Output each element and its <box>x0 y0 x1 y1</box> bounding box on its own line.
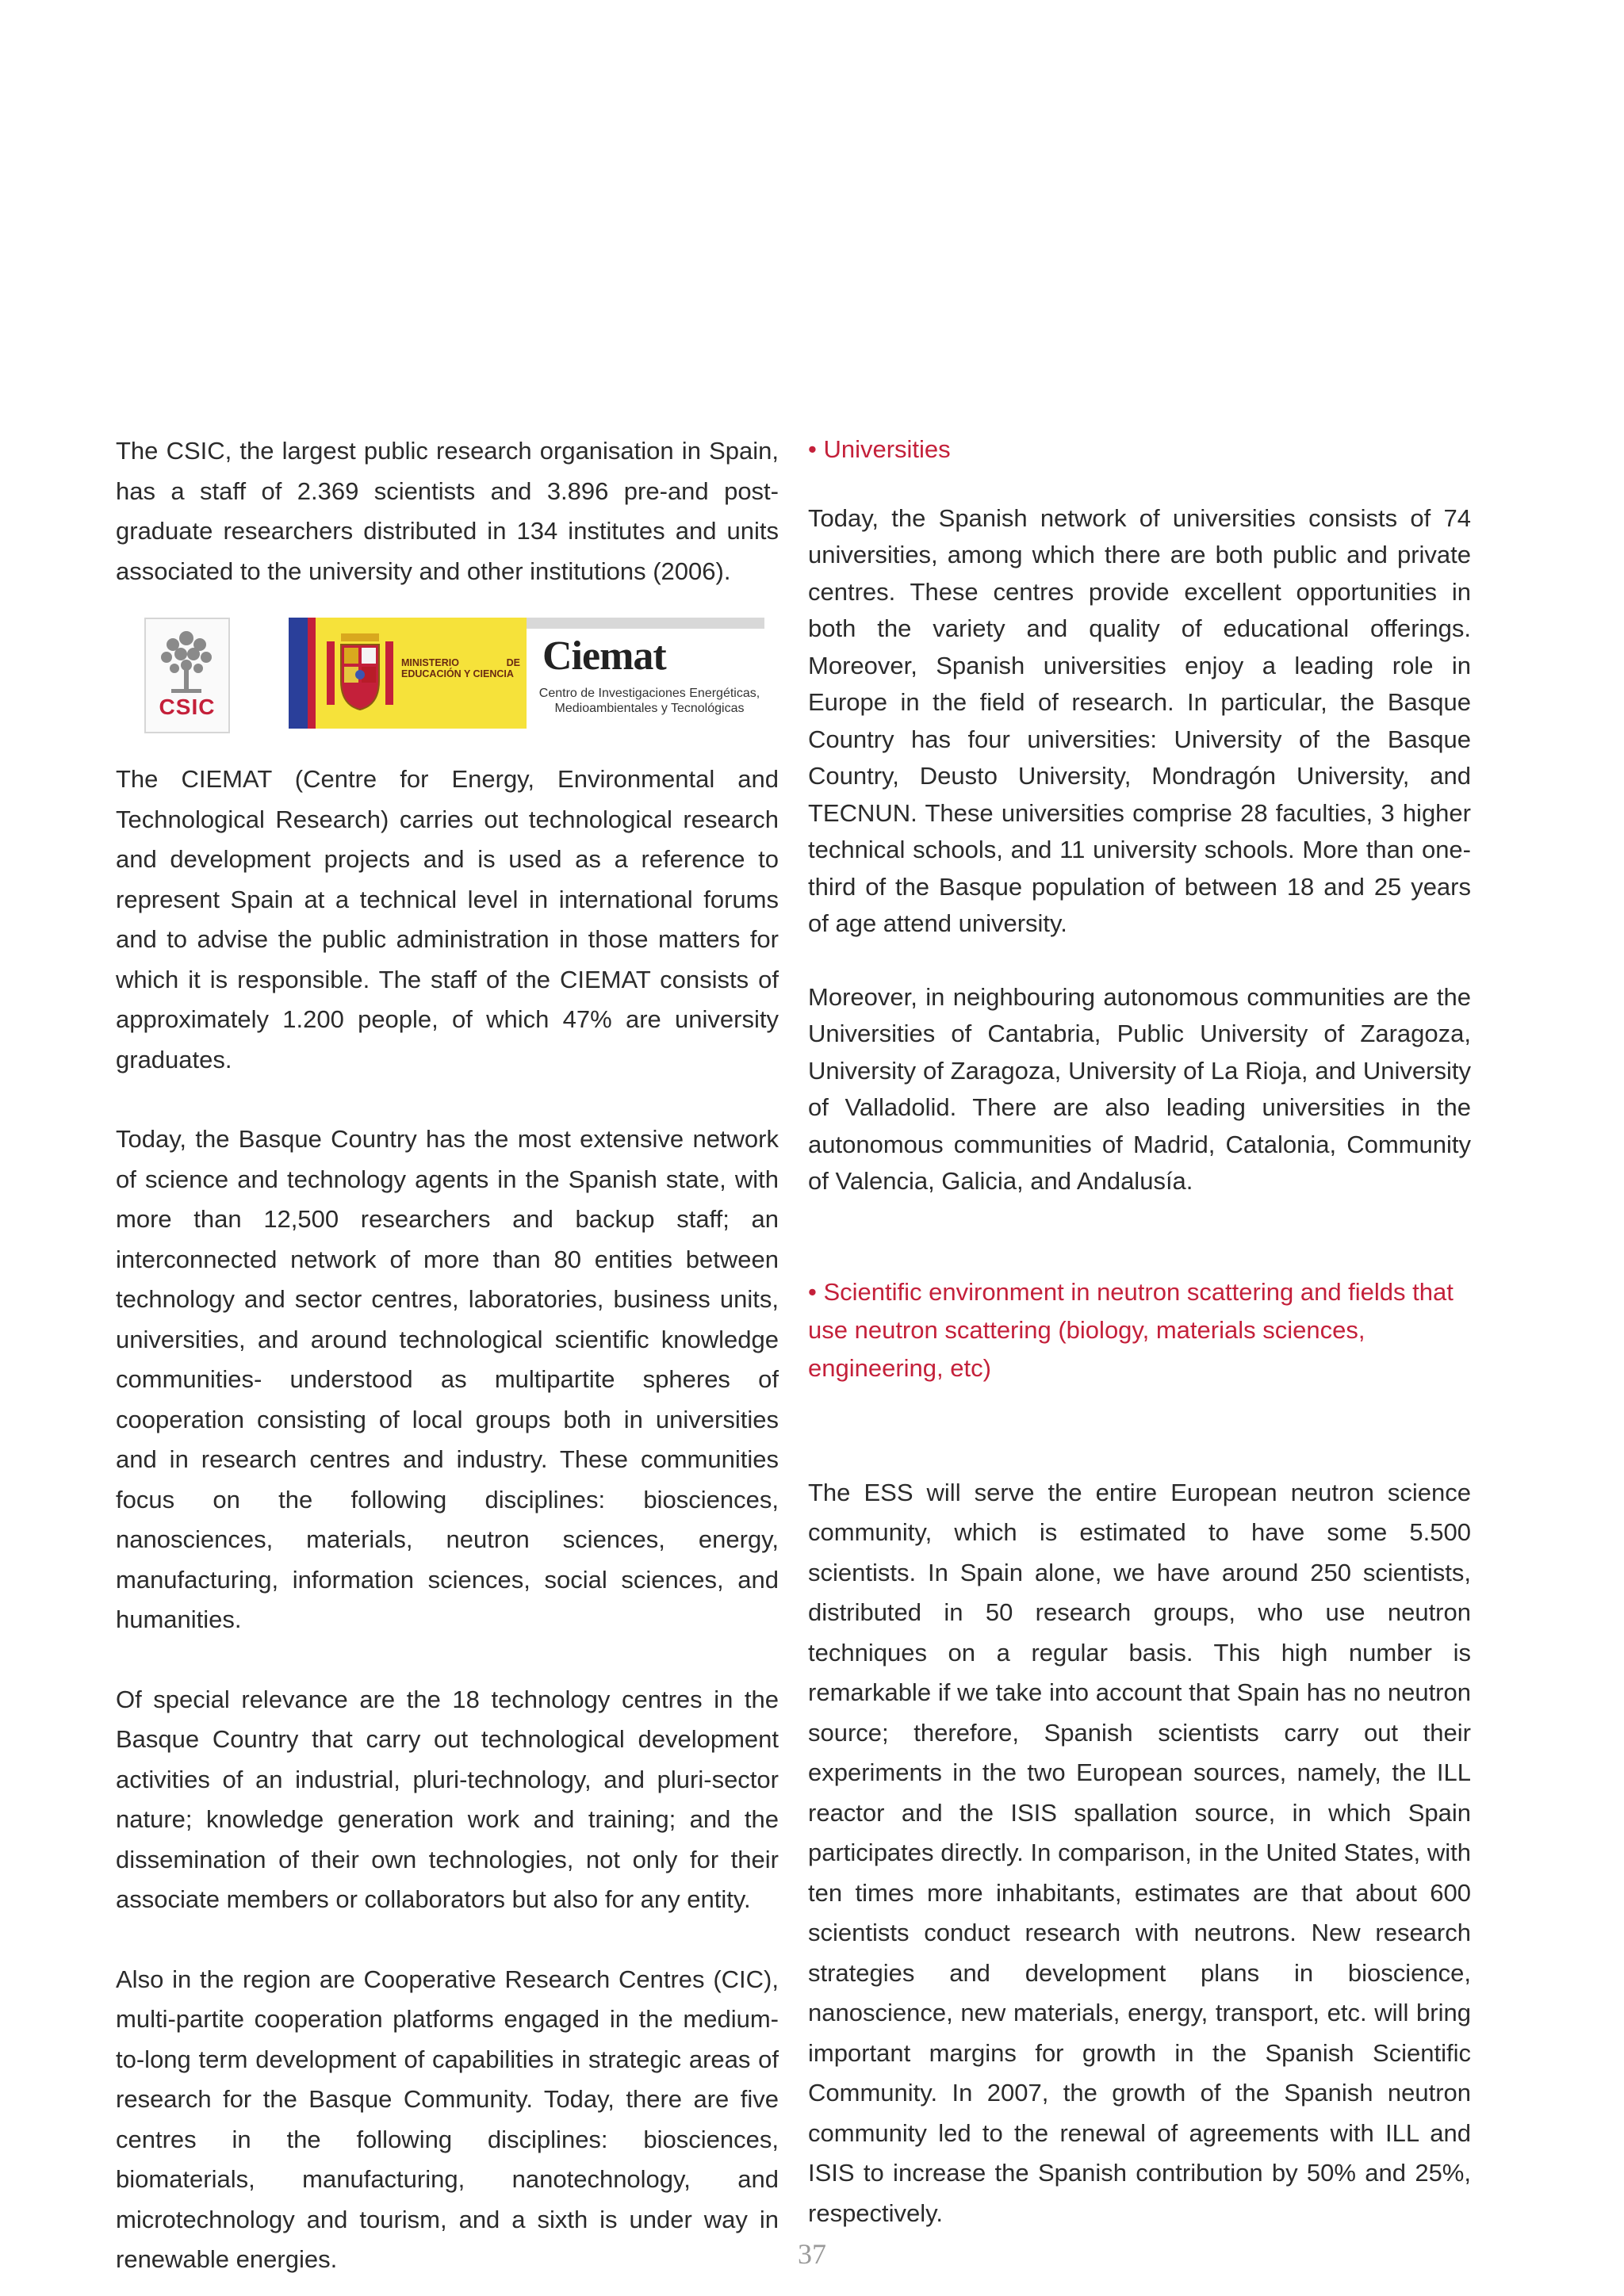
csic-label: CSIC <box>159 694 216 719</box>
left-column <box>116 431 779 2280</box>
heading-neutron-environment: • Scientific environment in neutron scattering and fields that use neutron scattering (biology, materials sciences, engineering, etc) <box>808 1277 1454 1382</box>
paragraph-csic: The CSIC, the largest public research organisation in Spain, has a staff of 2.369 scientists and 3.896 pre-and post-graduate researchers distributed in 134 institutes and units associated to the university and other institutions (2006). <box>116 437 779 585</box>
ministry-logo <box>289 618 527 729</box>
paragraph-universities: Today, the Spanish network of universities consists of 74 universities, among which there are both public and private centres. These centres provide excellent opportunities in both the variety and quality of educational offerings. Moreover, Spanish universities enjoy a leading role in Europe in the field of research. In particular, the Basque Country has four universities: University of the Basque Country, Deusto University, Mondragón University, and TECNUN. These universities comprise 28 faculties, 3 higher technical schools, and 11 university schools. More than one-third of the Basque population of between 18 and 25 years of age attend university. <box>808 503 1471 937</box>
paragraph-basque-network: Today, the Basque Country has the most extensive network of science and technology agents in the Spanish state, with more than 12,500 researchers and backup staff; an interconnected network of more than 80 entities between technology and sector centres, laboratories, business units, universities, and around technological scientific knowledge communities- understood as multipartite spheres of cooperation consisting of local groups both in universities and in research centres and industry. These communities focus on the following disciplines: biosciences, nanosciences, materials, neutron sciences, energy, manufacturing, information sciences, social sciences, and humanities. <box>116 1125 779 1633</box>
paragraph-neighbouring-universities: Moreover, in neighbouring autonomous communities are the Universities of Cantabria, Public University of Zaragoza, University of Zaragoza, University of La Rioja, and University of Valladolid. There are also leading universities in the autonomous communities of Madrid, Catalonia, Community of Valencia, Galicia, and Andalusía. <box>808 982 1471 1195</box>
csic-tree-icon <box>157 627 216 695</box>
logo-strip <box>116 618 779 737</box>
ciemat-subtitle: Centro de Investigaciones Energéticas, Medioambientales y Tecnológicas <box>538 687 760 715</box>
heading-universities: • Universities <box>808 435 951 463</box>
ministry-label: MINISTERIO DE EDUCACIÓN Y CIENCIA <box>401 657 520 679</box>
paragraph-ciemat: The CIEMAT (Centre for Energy, Environmental and Technological Research) carries out technological research and development projects and is used as a reference to represent Spain at a technical level in international forums and to advise the public administration in those matters for which it is responsible. The staff of the CIEMAT consists of approximately 1.200 people, of which 47% are university graduates. <box>116 765 779 1073</box>
ciemat-wordmark: Ciemat <box>542 633 666 679</box>
paragraph-ess: The ESS will serve the entire European neutron science community, which is estimated to have some 5.500 scientists. In Spain alone, we have around 250 scientists, distributed in 50 research groups, who use neutron techniques on a regular basis. This high number is remarkable if we take into account that Spain has no neutron source; therefore, Spanish scientists carry out their experiments in the two European sources, namely, the ILL reactor and the ISIS spallation source, in which Spain participates directly. In comparison, in the United States, with ten times more inhabitants, estimates are that about 600 scientists conduct research with neutrons. New research strategies and development plans in bioscience, nanoscience, new materials, energy, transport, etc. will bring important margins for growth in the Spanish Scientific Community. In 2007, the growth of the Spanish neutron community led to the renewal of agreements with ILL and ISIS to increase the Spanish contribution by 50% and 25%, respectively. <box>808 1478 1471 2227</box>
paragraph-technology-centres: Of special relevance are the 18 technology centres in the Basque Country that carry out technological development activities of an industrial, pluri-technology, and pluri-sector nature; knowledge generation work and training; and the dissemination of their own technologies, not only for their associate members or collaborators but also for any entity. <box>116 1685 779 1913</box>
csic-logo <box>144 618 230 733</box>
coat-of-arms-icon <box>324 626 396 721</box>
ciemat-logo <box>527 618 764 729</box>
right-column <box>808 431 1471 2233</box>
page-number: 37 <box>798 2238 826 2270</box>
paragraph-cic: Also in the region are Cooperative Research Centres (CIC), multi-partite cooperation platforms engaged in the medium- to-long term development of capabilities in strategic areas of research for the Basque Community. Today, there are five centres in the following disciplines: biosciences, biomaterials, manufacturing, nanotechnology, and microtechnology and tourism, and a sixth is under way in renewable energies. <box>116 1965 779 2273</box>
